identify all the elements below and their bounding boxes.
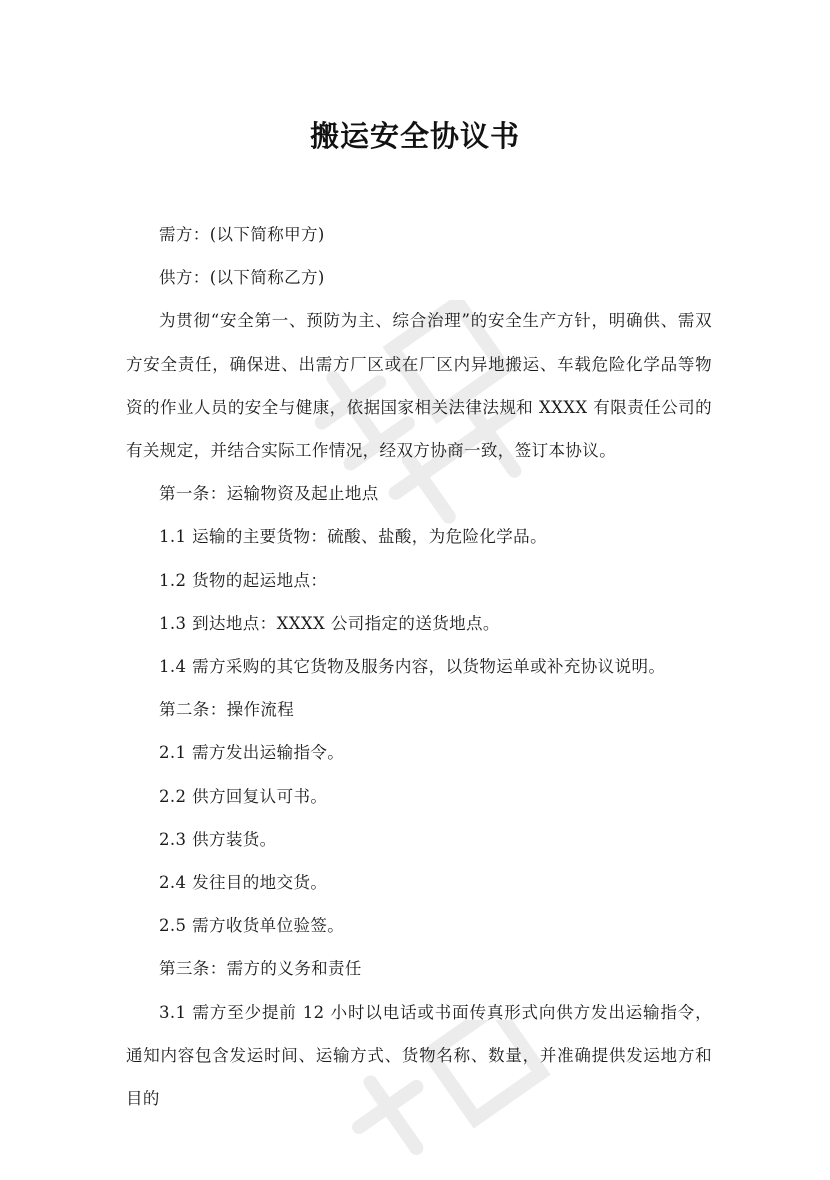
article-1-heading: 第一条：运输物资及起止地点 <box>159 484 379 504</box>
document-title: 搬运安全协议书 <box>309 119 520 153</box>
party-b-line: 供方：(以下简称乙方) <box>159 268 325 288</box>
clause-1-2: 1.2 货物的起运地点： <box>159 570 328 590</box>
clause-1-1: 1.1 运输的主要货物：硫酸、盐酸，为危险化学品。 <box>159 527 547 547</box>
preamble-paragraph: 为贯彻“安全第一、预防为主、综合治理”的安全生产方针，明确供、需双方安全责任，确保进、出需方厂区或在厂区内异地搬运、车载危险化学品等物资的作业人员的安全与健康，依据国家相关法律法规和 XXXX 有限责任公司的有关规定，并结合实际工作情况，经双方协商一致，签订本协议。 <box>126 311 712 461</box>
clause-1-3: 1.3 到达地点：XXXX 公司指定的送货地点。 <box>159 613 500 633</box>
clause-2-5: 2.5 需方收货单位验签。 <box>159 916 345 936</box>
document-body <box>126 213 712 1120</box>
article-3-heading: 第三条：需方的义务和责任 <box>159 959 362 979</box>
clause-1-4: 1.4 需方采购的其它货物及服务内容，以货物运单或补充协议说明。 <box>159 657 666 677</box>
clause-2-1: 2.1 需方发出运输指令。 <box>159 743 345 763</box>
clause-2-2: 2.2 供方回复认可书。 <box>159 786 328 806</box>
clause-2-3: 2.3 供方装货。 <box>159 829 277 849</box>
article-2-heading: 第二条：操作流程 <box>159 700 295 720</box>
clause-2-4: 2.4 发往目的地交货。 <box>159 873 328 893</box>
party-a-line: 需方：(以下简称甲方) <box>159 225 325 244</box>
clause-3-1: 3.1 需方至少提前 12 小时以电话或书面传真形式向供方发出运输指令，通知内容包含发运时间、运输方式、货物名称、数量，并准确提供发运地方和目的 <box>126 1002 712 1109</box>
